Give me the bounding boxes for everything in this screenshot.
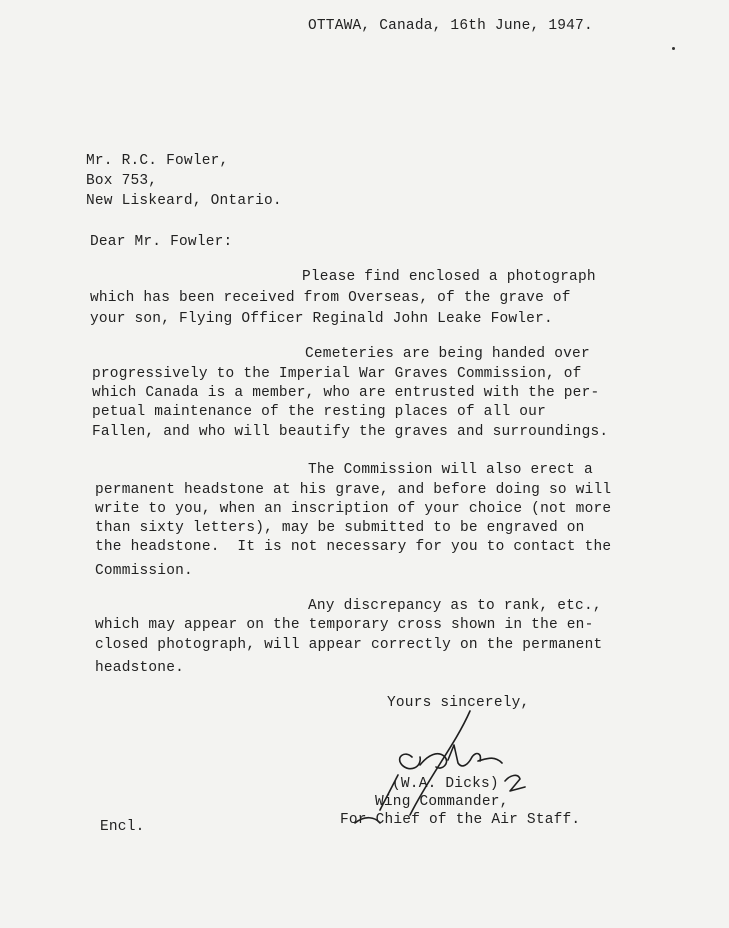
paragraph-line: progressively to the Imperial War Graves Commission, of [92, 366, 582, 382]
paragraph-line: which Canada is a member, who are entrusted with the per- [92, 385, 600, 401]
paragraph-line: write to you, when an inscription of your choice (not more [95, 501, 612, 517]
paragraph-line: Commission. [95, 563, 193, 579]
paragraph-line: headstone. [95, 660, 185, 676]
closing: Yours sincerely, [387, 695, 530, 711]
date-line: OTTAWA, Canada, 16th June, 1947. [308, 18, 593, 34]
paragraph-line: Please find enclosed a photograph [302, 269, 596, 285]
addressee-town: New Liskeard, Ontario. [86, 193, 282, 209]
signatory-name: (W.A. Dicks) [392, 776, 499, 792]
paragraph-line: Cemeteries are being handed over [305, 346, 590, 362]
paragraph-line: which may appear on the temporary cross shown in the en- [95, 617, 594, 633]
paragraph-line: than sixty letters), may be submitted to be engraved on [95, 520, 585, 536]
paragraph-line: your son, Flying Officer Reginald John Leake Fowler. [90, 311, 553, 327]
addressee-name: Mr. R.C. Fowler, [86, 153, 229, 169]
paragraph-line: the headstone. It is not necessary for you to contact the [95, 539, 612, 555]
addressee-box: Box 753, [86, 173, 158, 189]
paragraph-line: petual maintenance of the resting places of all our [92, 404, 546, 420]
signatory-title: Wing Commander, [375, 794, 509, 810]
paragraph-line: Any discrepancy as to rank, etc., [308, 598, 602, 614]
paragraph-line: permanent headstone at his grave, and before doing so will [95, 482, 612, 498]
signatory-office: For Chief of the Air Staff. [340, 812, 581, 828]
paragraph-line: closed photograph, will appear correctly on the permanent [95, 637, 603, 653]
paragraph-line: Fallen, and who will beautify the graves and surroundings. [92, 424, 609, 440]
salutation: Dear Mr. Fowler: [90, 234, 233, 250]
paragraph-line: The Commission will also erect a [308, 462, 593, 478]
ink-speck [672, 47, 675, 50]
enclosure-note: Encl. [100, 819, 145, 835]
paragraph-line: which has been received from Overseas, of the grave of [90, 290, 571, 306]
